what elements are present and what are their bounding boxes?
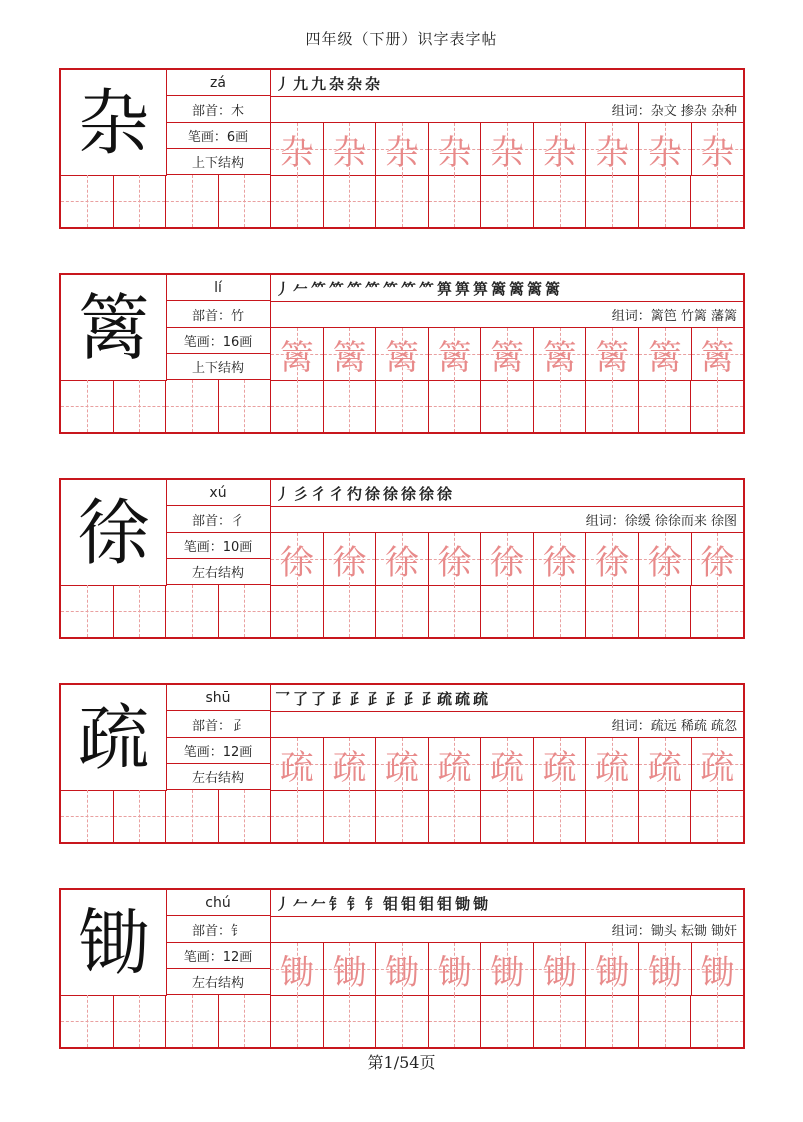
writing-cell bbox=[324, 380, 377, 432]
tracing-cell bbox=[429, 943, 482, 995]
tracing-character: 杂 bbox=[700, 132, 735, 173]
radical-label: 部首：𤴔 bbox=[166, 711, 271, 738]
character-card bbox=[59, 478, 745, 639]
blank-writing-row bbox=[61, 995, 743, 1047]
character-card bbox=[59, 683, 745, 844]
structure-label: 左右结构 bbox=[166, 969, 271, 995]
writing-cell bbox=[691, 175, 743, 227]
tracing-character: 篱 bbox=[279, 337, 314, 378]
tracing-cell bbox=[639, 738, 692, 790]
character-card bbox=[59, 273, 745, 434]
tracing-row bbox=[271, 943, 743, 996]
writing-cell bbox=[114, 380, 167, 432]
tracing-cell bbox=[324, 533, 377, 585]
tracing-character: 疏 bbox=[542, 747, 577, 788]
tracing-character: 疏 bbox=[332, 747, 367, 788]
writing-cell bbox=[691, 790, 743, 842]
tracing-cell bbox=[324, 328, 377, 380]
tracing-cell bbox=[324, 943, 377, 995]
writing-cell bbox=[534, 995, 587, 1047]
writing-cell bbox=[61, 175, 114, 227]
tracing-cell bbox=[639, 328, 692, 380]
tracing-character: 篱 bbox=[384, 337, 419, 378]
tracing-cell bbox=[481, 123, 534, 175]
tracing-character: 杂 bbox=[332, 132, 367, 173]
tracing-cell bbox=[324, 123, 377, 175]
writing-cell bbox=[324, 790, 377, 842]
tracing-character: 疏 bbox=[647, 747, 682, 788]
tracing-cell bbox=[271, 738, 324, 790]
writing-cell bbox=[376, 175, 429, 227]
writing-cell bbox=[639, 585, 692, 637]
tracing-cell bbox=[481, 943, 534, 995]
tracing-cell bbox=[692, 123, 744, 175]
blank-writing-row bbox=[61, 790, 743, 842]
writing-cell bbox=[691, 380, 743, 432]
writing-cell bbox=[376, 790, 429, 842]
tracing-cell bbox=[271, 533, 324, 585]
stroke-order-row: 乛了了𤴔𤴔𤴔𤴔𤴔𤴔疏疏疏 bbox=[271, 685, 743, 712]
main-character: 疏 bbox=[61, 685, 167, 791]
writing-cell bbox=[271, 380, 324, 432]
structure-label: 上下结构 bbox=[166, 354, 271, 380]
tracing-cell bbox=[586, 533, 639, 585]
radical-label: 部首：竹 bbox=[166, 301, 271, 328]
tracing-character: 徐 bbox=[647, 542, 682, 583]
writing-cell bbox=[481, 585, 534, 637]
structure-label: 上下结构 bbox=[166, 149, 271, 175]
tracing-row bbox=[271, 533, 743, 586]
page-number: 第1/54页 bbox=[367, 1053, 436, 1072]
stroke-count-label: 笔画：12画 bbox=[166, 738, 271, 764]
blank-writing-row bbox=[61, 585, 743, 637]
tracing-cell bbox=[639, 533, 692, 585]
writing-cell bbox=[271, 175, 324, 227]
writing-cell bbox=[586, 175, 639, 227]
writing-cell bbox=[481, 380, 534, 432]
writing-cell bbox=[534, 380, 587, 432]
tracing-cell bbox=[271, 123, 324, 175]
tracing-character: 徐 bbox=[332, 542, 367, 583]
tracing-cell bbox=[586, 738, 639, 790]
tracing-character: 徐 bbox=[490, 542, 525, 583]
writing-cell bbox=[114, 790, 167, 842]
pinyin-label: chú bbox=[166, 890, 271, 916]
writing-cell bbox=[481, 175, 534, 227]
writing-cell bbox=[376, 995, 429, 1047]
stroke-order-row: 丿𠂉⺮⺮⺮⺮⺮⺮⺮箅箅箅篱篱篱篱 bbox=[271, 275, 743, 302]
tracing-cell bbox=[534, 123, 587, 175]
word-examples: 组词：疏远 稀疏 疏忽 bbox=[271, 711, 743, 738]
tracing-character: 徐 bbox=[700, 542, 735, 583]
tracing-cell bbox=[586, 328, 639, 380]
writing-cell bbox=[691, 585, 743, 637]
writing-cell bbox=[114, 175, 167, 227]
stroke-count-label: 笔画：12画 bbox=[166, 943, 271, 969]
writing-cell bbox=[61, 585, 114, 637]
writing-cell bbox=[481, 790, 534, 842]
stroke-count-label: 笔画：6画 bbox=[166, 123, 271, 149]
tracing-character: 篱 bbox=[332, 337, 367, 378]
writing-cell bbox=[166, 380, 219, 432]
tracing-character: 杂 bbox=[437, 132, 472, 173]
tracing-character: 疏 bbox=[437, 747, 472, 788]
writing-cell bbox=[324, 585, 377, 637]
tracing-cell bbox=[376, 943, 429, 995]
tracing-character: 疏 bbox=[384, 747, 419, 788]
radical-label: 部首：钅 bbox=[166, 916, 271, 943]
writing-cell bbox=[219, 380, 272, 432]
writing-cell bbox=[376, 380, 429, 432]
tracing-cell bbox=[639, 123, 692, 175]
structure-label: 左右结构 bbox=[166, 764, 271, 790]
tracing-character: 疏 bbox=[279, 747, 314, 788]
writing-cell bbox=[586, 585, 639, 637]
writing-cell bbox=[324, 995, 377, 1047]
writing-cell bbox=[429, 380, 482, 432]
tracing-character: 锄 bbox=[384, 952, 419, 993]
tracing-cell bbox=[376, 328, 429, 380]
tracing-character: 徐 bbox=[384, 542, 419, 583]
stroke-count-label: 笔画：10画 bbox=[166, 533, 271, 559]
tracing-cell bbox=[429, 738, 482, 790]
writing-cell bbox=[61, 995, 114, 1047]
tracing-row bbox=[271, 123, 743, 176]
tracing-cell bbox=[376, 533, 429, 585]
tracing-character: 篱 bbox=[595, 337, 630, 378]
radical-label: 部首：彳 bbox=[166, 506, 271, 533]
pinyin-label: lí bbox=[166, 275, 271, 301]
word-examples: 组词：锄头 耘锄 锄奸 bbox=[271, 916, 743, 943]
writing-cell bbox=[271, 790, 324, 842]
tracing-cell bbox=[534, 533, 587, 585]
writing-cell bbox=[586, 380, 639, 432]
tracing-character: 锄 bbox=[647, 952, 682, 993]
main-character: 锄 bbox=[61, 890, 167, 996]
writing-cell bbox=[166, 995, 219, 1047]
tracing-cell bbox=[376, 738, 429, 790]
tracing-character: 篱 bbox=[647, 337, 682, 378]
writing-cell bbox=[639, 790, 692, 842]
writing-cell bbox=[639, 380, 692, 432]
stroke-order-row: 丿𠂉𠂉钅钅钅钼钼钼钼锄锄 bbox=[271, 890, 743, 917]
writing-cell bbox=[271, 995, 324, 1047]
tracing-character: 篱 bbox=[490, 337, 525, 378]
tracing-character: 杂 bbox=[490, 132, 525, 173]
writing-cell bbox=[586, 790, 639, 842]
writing-cell bbox=[639, 995, 692, 1047]
tracing-cell bbox=[481, 533, 534, 585]
tracing-character: 杂 bbox=[542, 132, 577, 173]
structure-label: 左右结构 bbox=[166, 559, 271, 585]
page-title: 四年级（下册）识字表字帖 bbox=[305, 30, 498, 48]
writing-cell bbox=[429, 585, 482, 637]
tracing-character: 杂 bbox=[595, 132, 630, 173]
tracing-cell bbox=[429, 123, 482, 175]
writing-cell bbox=[219, 585, 272, 637]
tracing-character: 篱 bbox=[542, 337, 577, 378]
tracing-cell bbox=[586, 123, 639, 175]
radical-label: 部首：木 bbox=[166, 96, 271, 123]
pinyin-label: shū bbox=[166, 685, 271, 711]
tracing-cell bbox=[271, 328, 324, 380]
tracing-character: 篱 bbox=[700, 337, 735, 378]
stroke-count-label: 笔画：16画 bbox=[166, 328, 271, 354]
tracing-cell bbox=[534, 738, 587, 790]
writing-cell bbox=[376, 585, 429, 637]
tracing-character: 疏 bbox=[700, 747, 735, 788]
word-examples: 组词：徐缓 徐徐而来 徐图 bbox=[271, 506, 743, 533]
tracing-character: 锄 bbox=[595, 952, 630, 993]
writing-cell bbox=[271, 585, 324, 637]
blank-writing-row bbox=[61, 175, 743, 227]
writing-cell bbox=[691, 995, 743, 1047]
tracing-cell bbox=[692, 943, 744, 995]
main-character: 徐 bbox=[61, 480, 167, 586]
writing-cell bbox=[166, 175, 219, 227]
tracing-cell bbox=[692, 738, 744, 790]
tracing-character: 徐 bbox=[595, 542, 630, 583]
main-character: 篱 bbox=[61, 275, 167, 381]
writing-cell bbox=[429, 175, 482, 227]
tracing-character: 篱 bbox=[437, 337, 472, 378]
word-examples: 组词：篱笆 竹篱 藩篱 bbox=[271, 301, 743, 328]
tracing-character: 锄 bbox=[542, 952, 577, 993]
character-card bbox=[59, 888, 745, 1049]
tracing-cell bbox=[429, 533, 482, 585]
writing-cell bbox=[534, 790, 587, 842]
tracing-cell bbox=[692, 328, 744, 380]
tracing-character: 锄 bbox=[279, 952, 314, 993]
main-character: 杂 bbox=[61, 70, 167, 176]
tracing-cell bbox=[534, 328, 587, 380]
tracing-cell bbox=[534, 943, 587, 995]
writing-cell bbox=[219, 790, 272, 842]
writing-cell bbox=[429, 995, 482, 1047]
writing-cell bbox=[114, 585, 167, 637]
writing-cell bbox=[219, 995, 272, 1047]
blank-writing-row bbox=[61, 380, 743, 432]
writing-cell bbox=[166, 790, 219, 842]
tracing-cell bbox=[429, 328, 482, 380]
tracing-cell bbox=[376, 123, 429, 175]
tracing-character: 徐 bbox=[542, 542, 577, 583]
tracing-cell bbox=[639, 943, 692, 995]
writing-cell bbox=[219, 175, 272, 227]
writing-cell bbox=[324, 175, 377, 227]
tracing-row bbox=[271, 328, 743, 381]
tracing-character: 疏 bbox=[490, 747, 525, 788]
word-examples: 组词：杂文 掺杂 杂种 bbox=[271, 96, 743, 123]
writing-cell bbox=[534, 585, 587, 637]
tracing-character: 疏 bbox=[595, 747, 630, 788]
tracing-character: 锄 bbox=[700, 952, 735, 993]
tracing-cell bbox=[481, 328, 534, 380]
tracing-cell bbox=[586, 943, 639, 995]
writing-cell bbox=[534, 175, 587, 227]
tracing-character: 徐 bbox=[279, 542, 314, 583]
writing-cell bbox=[61, 380, 114, 432]
tracing-cell bbox=[271, 943, 324, 995]
tracing-row bbox=[271, 738, 743, 791]
tracing-cell bbox=[324, 738, 377, 790]
writing-cell bbox=[481, 995, 534, 1047]
pinyin-label: zá bbox=[166, 70, 271, 96]
character-card bbox=[59, 68, 745, 229]
writing-cell bbox=[61, 790, 114, 842]
tracing-character: 锄 bbox=[490, 952, 525, 993]
pinyin-label: xú bbox=[166, 480, 271, 506]
tracing-character: 锄 bbox=[437, 952, 472, 993]
tracing-character: 锄 bbox=[332, 952, 367, 993]
writing-cell bbox=[114, 995, 167, 1047]
tracing-character: 杂 bbox=[279, 132, 314, 173]
tracing-character: 徐 bbox=[437, 542, 472, 583]
stroke-order-row: 丿九九杂杂杂 bbox=[271, 70, 743, 97]
writing-cell bbox=[429, 790, 482, 842]
stroke-order-row: 丿彡彳彳彴徐徐徐徐徐 bbox=[271, 480, 743, 507]
writing-cell bbox=[586, 995, 639, 1047]
tracing-cell bbox=[692, 533, 744, 585]
writing-cell bbox=[166, 585, 219, 637]
tracing-character: 杂 bbox=[647, 132, 682, 173]
writing-cell bbox=[639, 175, 692, 227]
tracing-character: 杂 bbox=[384, 132, 419, 173]
tracing-cell bbox=[481, 738, 534, 790]
